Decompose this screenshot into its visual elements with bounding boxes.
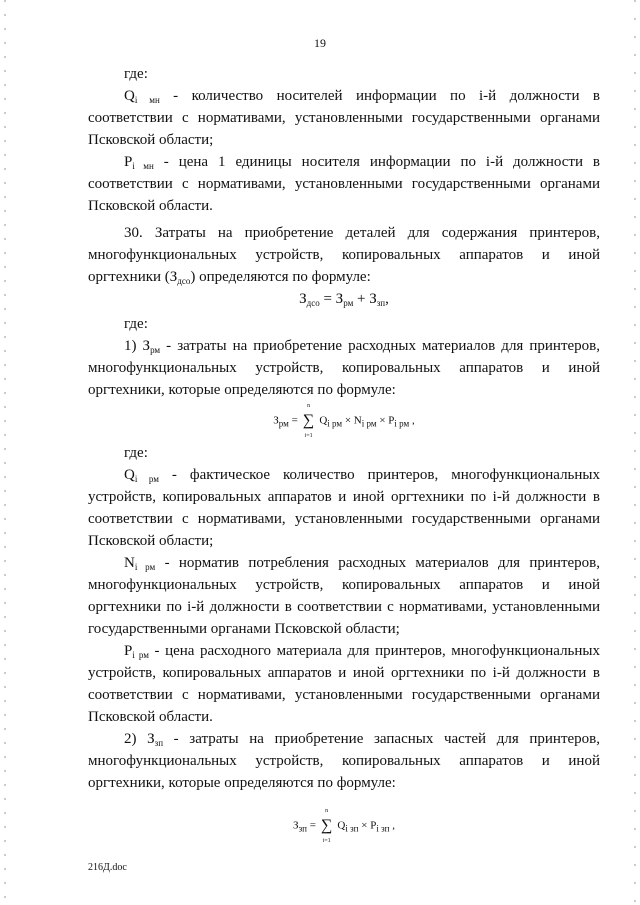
definition-q-mn: $Q_{i мн}$ - количество носителей информации по i-й должности в соответствии с нормативами, установленными государственными органами Псковской области;	[88, 88, 600, 148]
definition-q-rm: $Q_{i рм}$ - фактическое количество принтеров, многофункциональных устройств, копировальных аппаратов и иной оргтехники по i-й должности в соответствии с нормативами, установленными государственными органами Псковской области;	[88, 467, 600, 549]
where-label: где:	[124, 66, 148, 82]
page-number: 19	[314, 36, 326, 50]
right-scan-edge	[634, 0, 636, 905]
left-scan-edge	[4, 0, 6, 905]
where-label-3: где:	[124, 445, 148, 461]
definition-p-rm: $P_{i рм}$ - цена расходного материала для принтеров, многофункциональных устройств, копировальных аппаратов и иной оргтехники по i-й должности в соответствии с нормативами, установленными государственными органами Псковской области.	[88, 643, 601, 725]
block-definitions-1	[88, 63, 600, 217]
sum-symbol-2: n ∑ i=1	[320, 808, 333, 844]
definition-p-mn: $P_{i мн}$ - цена 1 единицы носителя информации по i-й должности в соответствии с нормативами, установленными государственными органами Псковской области.	[88, 154, 601, 214]
footer-filename: 216Д.doc	[88, 862, 127, 873]
block-definitions-2	[88, 442, 600, 794]
where-label-2: где:	[124, 316, 148, 332]
definition-n-rm: $N_{i рм}$ - норматив потребления расходных материалов для принтеров, многофункциональных устройств, копировальных аппаратов и иной оргтехники по i-й должности в соответствии с нормативами, установленными государственными органами Псковской области;	[88, 555, 600, 637]
item-2-paragraph: 2) $З_{зп}$ - затраты на приобретение запасных частей для принтеров, многофункциональных устройств, копировальных аппаратов и иной оргтехники, которые определяются по формуле:	[88, 731, 600, 791]
block-item-30	[88, 222, 600, 288]
block-item-1	[88, 313, 600, 401]
formula-rm: $З_{рм}$ = n ∑ i=1 $Q_{i рм} \times N_{i рм} \times P_{i рм}$ ,	[273, 403, 415, 439]
formula-zp: $З_{зп}$ = n ∑ i=1 $Q_{i зп} \times P_{i зп}$ ,	[293, 808, 395, 844]
sum-symbol: n ∑ i=1	[302, 403, 315, 439]
formula-total: $З_{дсо} = З_{рм} + З_{зп}$,	[299, 291, 389, 308]
item-30-paragraph: 30. Затраты на приобретение деталей для содержания принтеров, многофункциональных устройств, копировальных аппаратов и иной оргтехники $(З_{дсо})$ определяются по формуле:	[88, 225, 600, 286]
item-1-paragraph: 1) $З_{рм}$ - затраты на приобретение расходных материалов для принтеров, многофункциональных устройств, копировальных аппаратов и иной оргтехники, которые определяются по формуле:	[88, 338, 600, 398]
